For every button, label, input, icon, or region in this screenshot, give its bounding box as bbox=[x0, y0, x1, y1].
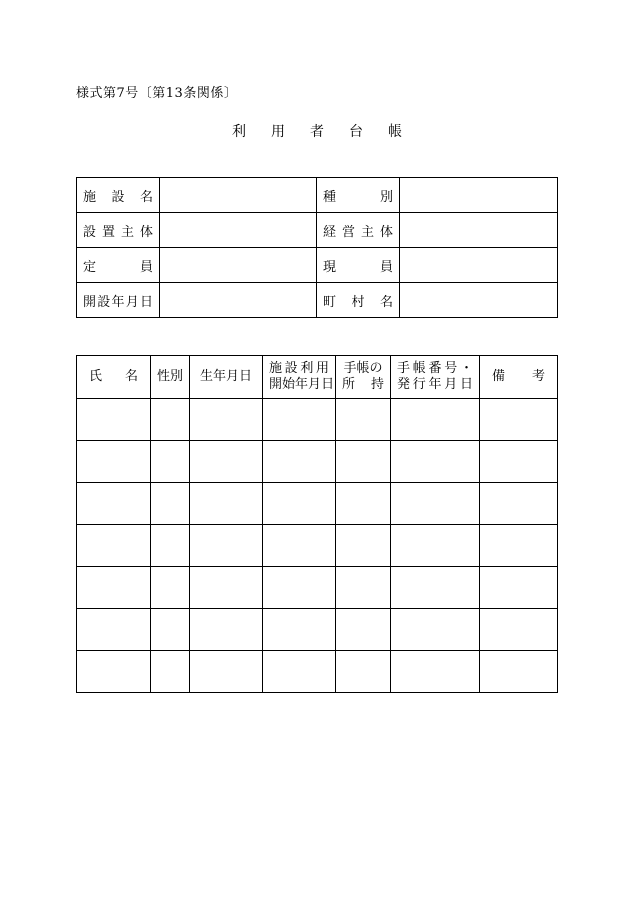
header-gender: 性別 bbox=[151, 356, 190, 399]
label-char: 名 bbox=[379, 294, 393, 310]
title-char: 者 bbox=[310, 124, 324, 140]
table-cell[interactable] bbox=[391, 651, 480, 693]
header-char: 氏 bbox=[89, 369, 103, 384]
table-cell[interactable] bbox=[190, 651, 263, 693]
header-char: 番 bbox=[428, 361, 442, 376]
label-char: 種 bbox=[323, 189, 337, 205]
label-char: 現 bbox=[323, 259, 337, 275]
table-cell[interactable] bbox=[190, 399, 263, 441]
table-cell[interactable] bbox=[336, 567, 391, 609]
label-char: 村 bbox=[351, 294, 365, 310]
info-label-cell bbox=[317, 283, 400, 318]
table-cell[interactable] bbox=[151, 609, 190, 651]
table-row bbox=[77, 609, 558, 651]
header-row bbox=[77, 356, 558, 399]
header-char: 日 bbox=[459, 377, 473, 392]
info-value-cell[interactable] bbox=[400, 283, 558, 318]
table-cell[interactable] bbox=[190, 483, 263, 525]
table-cell[interactable] bbox=[77, 441, 151, 483]
header-char: 用 bbox=[315, 361, 329, 376]
label-char: 主 bbox=[120, 224, 134, 240]
label-char: 経 bbox=[323, 224, 337, 240]
label-char: 体 bbox=[379, 224, 393, 240]
table-cell[interactable] bbox=[263, 609, 336, 651]
header-remarks bbox=[480, 356, 558, 399]
label-char: 設 bbox=[97, 294, 111, 310]
header-char: 年 bbox=[295, 377, 309, 392]
header-char: 行 bbox=[412, 377, 426, 392]
table-cell[interactable] bbox=[336, 483, 391, 525]
title-char: 台 bbox=[349, 124, 363, 140]
label-char: 施 bbox=[83, 189, 97, 205]
table-cell[interactable] bbox=[336, 609, 391, 651]
table-cell[interactable] bbox=[77, 651, 151, 693]
table-cell[interactable] bbox=[151, 567, 190, 609]
header-start-date bbox=[263, 356, 336, 399]
table-cell[interactable] bbox=[336, 525, 391, 567]
table-cell[interactable] bbox=[77, 525, 151, 567]
header-char: 年 bbox=[428, 377, 442, 392]
label-char: 営 bbox=[341, 224, 355, 240]
info-label-cell bbox=[317, 213, 400, 248]
label-char: 体 bbox=[139, 224, 153, 240]
label-char: 員 bbox=[139, 259, 153, 275]
document-title bbox=[232, 121, 402, 141]
label-char: 別 bbox=[379, 189, 393, 205]
table-cell[interactable] bbox=[336, 441, 391, 483]
label-char: 定 bbox=[83, 259, 97, 275]
table-row bbox=[77, 441, 558, 483]
header-char: 持 bbox=[370, 377, 384, 392]
header-char: 日 bbox=[321, 377, 335, 392]
label-char: 設 bbox=[111, 189, 125, 205]
header-char: 考 bbox=[531, 369, 545, 384]
label-char: 員 bbox=[379, 259, 393, 275]
label-char: 年 bbox=[111, 294, 125, 310]
label-char: 開 bbox=[83, 294, 97, 310]
header-birthdate: 生年月日 bbox=[190, 356, 263, 399]
table-cell[interactable] bbox=[480, 399, 558, 441]
table-cell[interactable] bbox=[151, 525, 190, 567]
table-cell[interactable] bbox=[190, 525, 263, 567]
header-char: 所 bbox=[342, 377, 356, 392]
table-cell[interactable] bbox=[480, 525, 558, 567]
header-char: 利 bbox=[300, 361, 314, 376]
info-value-cell[interactable] bbox=[400, 248, 558, 283]
info-label-cell bbox=[77, 248, 160, 283]
table-cell[interactable] bbox=[190, 609, 263, 651]
label-char: 名 bbox=[139, 189, 153, 205]
table-cell[interactable] bbox=[391, 525, 480, 567]
table-cell[interactable] bbox=[151, 399, 190, 441]
label-char: 月 bbox=[125, 294, 139, 310]
header-notebook-line1: 手帳の bbox=[343, 361, 383, 376]
info-value-cell[interactable] bbox=[160, 248, 317, 283]
header-char: ・ bbox=[459, 361, 473, 376]
table-cell[interactable] bbox=[77, 567, 151, 609]
label-char: 町 bbox=[323, 294, 337, 310]
table-cell[interactable] bbox=[190, 567, 263, 609]
info-row bbox=[77, 248, 558, 283]
table-cell[interactable] bbox=[190, 441, 263, 483]
info-row bbox=[77, 283, 558, 318]
table-cell[interactable] bbox=[263, 525, 336, 567]
table-cell[interactable] bbox=[263, 399, 336, 441]
header-char: 始 bbox=[282, 377, 296, 392]
label-char: 置 bbox=[101, 224, 115, 240]
user-register-table bbox=[76, 355, 558, 693]
table-cell[interactable] bbox=[480, 567, 558, 609]
table-cell[interactable] bbox=[480, 609, 558, 651]
info-label-cell bbox=[317, 178, 400, 213]
table-cell[interactable] bbox=[151, 651, 190, 693]
table-cell[interactable] bbox=[391, 441, 480, 483]
header-char: 号 bbox=[444, 361, 458, 376]
table-cell[interactable] bbox=[263, 483, 336, 525]
info-value-cell[interactable] bbox=[160, 213, 317, 248]
header-name bbox=[77, 356, 151, 399]
header-char: 帳 bbox=[412, 361, 426, 376]
table-row bbox=[77, 399, 558, 441]
header-char: 施 bbox=[269, 361, 283, 376]
table-row bbox=[77, 567, 558, 609]
header-notebook bbox=[336, 356, 391, 399]
info-value-cell[interactable] bbox=[160, 178, 317, 213]
title-char: 用 bbox=[271, 124, 285, 140]
table-cell[interactable] bbox=[480, 441, 558, 483]
info-label-cell bbox=[317, 248, 400, 283]
table-cell[interactable] bbox=[336, 651, 391, 693]
table-cell[interactable] bbox=[77, 483, 151, 525]
table-row bbox=[77, 651, 558, 693]
label-char: 日 bbox=[139, 294, 153, 310]
table-row bbox=[77, 525, 558, 567]
info-value-cell[interactable] bbox=[400, 213, 558, 248]
table-cell[interactable] bbox=[151, 441, 190, 483]
label-char: 設 bbox=[83, 224, 97, 240]
table-cell[interactable] bbox=[263, 651, 336, 693]
table-cell[interactable] bbox=[263, 567, 336, 609]
table-cell[interactable] bbox=[151, 483, 190, 525]
info-label-cell bbox=[77, 178, 160, 213]
info-row bbox=[77, 213, 558, 248]
header-char: 開 bbox=[269, 377, 283, 392]
header-char: 月 bbox=[444, 377, 458, 392]
info-value-cell[interactable] bbox=[400, 178, 558, 213]
table-cell[interactable] bbox=[391, 399, 480, 441]
info-row bbox=[77, 178, 558, 213]
table-cell[interactable] bbox=[480, 483, 558, 525]
title-char: 帳 bbox=[388, 124, 402, 140]
info-value-cell[interactable] bbox=[160, 283, 317, 318]
table-cell[interactable] bbox=[77, 399, 151, 441]
header-char: 名 bbox=[124, 369, 138, 384]
table-cell[interactable] bbox=[336, 399, 391, 441]
label-char: 主 bbox=[360, 224, 374, 240]
header-char: 備 bbox=[492, 369, 506, 384]
table-cell[interactable] bbox=[480, 651, 558, 693]
table-cell[interactable] bbox=[391, 567, 480, 609]
table-row bbox=[77, 483, 558, 525]
table-cell[interactable] bbox=[391, 483, 480, 525]
header-char: 手 bbox=[397, 361, 411, 376]
form-number-label: 様式第7号〔第13条関係〕 bbox=[76, 86, 238, 101]
table-cell[interactable] bbox=[263, 441, 336, 483]
title-char: 利 bbox=[232, 124, 246, 140]
info-label-cell bbox=[77, 283, 160, 318]
header-char: 月 bbox=[308, 377, 322, 392]
facility-info-table bbox=[76, 177, 558, 318]
header-char: 発 bbox=[397, 377, 411, 392]
header-char: 設 bbox=[284, 361, 298, 376]
info-label-cell bbox=[77, 213, 160, 248]
header-notebook-number bbox=[391, 356, 480, 399]
table-cell[interactable] bbox=[391, 609, 480, 651]
table-cell[interactable] bbox=[77, 609, 151, 651]
